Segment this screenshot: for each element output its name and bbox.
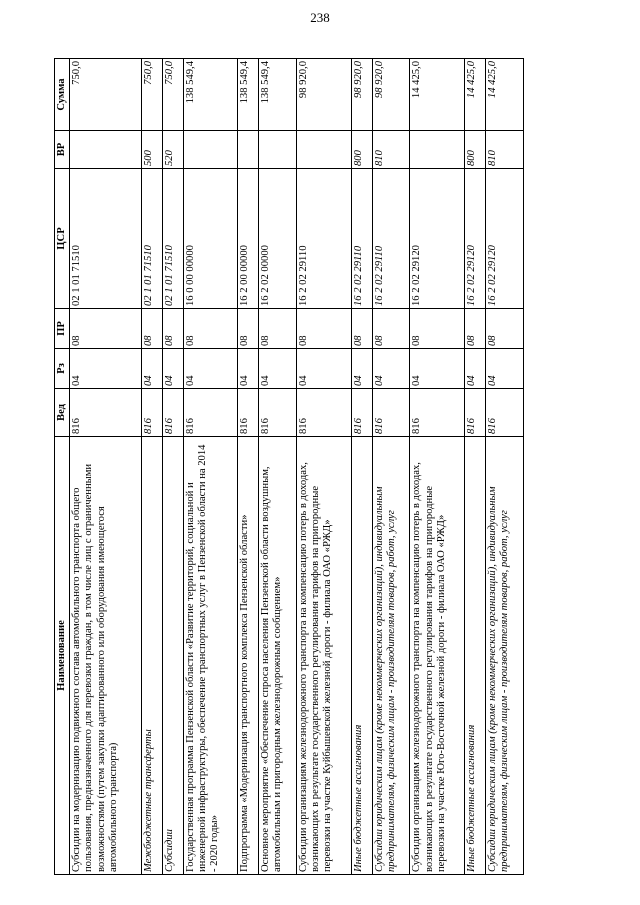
cell-pr: 08 (141, 309, 162, 349)
cell-rz: 04 (141, 349, 162, 389)
header-vedomstvo: Вед (55, 389, 70, 437)
cell-name: Государственная программа Пензенской области «Развитие территорий, социальной и инженерной инфраструктуры, обеспечение транспортных услуг в Пензенской области на 2014 - 2020 годы» (183, 437, 238, 875)
cell-pr: 08 (70, 309, 141, 349)
cell-name: Иные бюджетные ассигнования (465, 437, 486, 875)
cell-pr: 08 (465, 309, 486, 349)
cell-vr (259, 131, 297, 169)
cell-vr: 810 (486, 131, 524, 169)
header-vr: ВР (55, 131, 70, 169)
cell-rz: 04 (238, 349, 259, 389)
cell-ved: 816 (162, 389, 183, 437)
cell-name: Субсидии организациям железнодорожного транспорта на компенсацию потерь в доходах, возникающих в результате государственного регулирования тарифов на пригородные перевозки на участке Куйбышевской железной дороги - филиала ОАО «РЖД» (297, 437, 352, 875)
table-row (70, 59, 141, 875)
cell-ved: 816 (410, 389, 465, 437)
cell-pr: 08 (372, 309, 410, 349)
cell-pr: 08 (297, 309, 352, 349)
cell-pr: 08 (259, 309, 297, 349)
cell-sum: 138 549,4 (259, 59, 297, 131)
cell-rz: 04 (486, 349, 524, 389)
cell-sum: 14 425,0 (486, 59, 524, 131)
cell-pr: 08 (486, 309, 524, 349)
table-row (410, 59, 465, 875)
cell-sum: 98 920,0 (372, 59, 410, 131)
cell-rz: 04 (259, 349, 297, 389)
cell-vr (183, 131, 238, 169)
cell-vr (410, 131, 465, 169)
cell-name: Субсидии организациям железнодорожного транспорта на компенсацию потерь в доходах, возникающих в результате государственного регулирования тарифов на пригородные перевозки на участке Юго-Восточной железной дороги - филиала ОАО «РЖД» (410, 437, 465, 875)
table-row (259, 59, 297, 875)
table-row (486, 59, 524, 875)
cell-csr: 02 1 01 71510 (70, 169, 141, 309)
cell-vr (70, 131, 141, 169)
cell-rz: 04 (351, 349, 372, 389)
budget-table (54, 58, 524, 875)
table-row (141, 59, 162, 875)
cell-csr: 02 1 01 71510 (141, 169, 162, 309)
cell-name: Межбюджетные трансферты (141, 437, 162, 875)
header-csr: ЦСР (55, 169, 70, 309)
cell-csr: 16 2 02 29120 (486, 169, 524, 309)
cell-pr: 08 (183, 309, 238, 349)
cell-csr: 16 2 00 00000 (238, 169, 259, 309)
rotated-table-container (54, 59, 524, 875)
cell-name: Подпрограмма «Модернизация транспортного комплекса Пензенской области» (238, 437, 259, 875)
cell-vr: 810 (372, 131, 410, 169)
cell-ved: 816 (465, 389, 486, 437)
header-razdel: Рз (55, 349, 70, 389)
cell-sum: 138 549,4 (183, 59, 238, 131)
cell-vr (238, 131, 259, 169)
cell-ved: 816 (259, 389, 297, 437)
table-row (297, 59, 352, 875)
cell-ved: 816 (486, 389, 524, 437)
table-row (465, 59, 486, 875)
header-summa: Сумма (55, 59, 70, 131)
cell-name: Иные бюджетные ассигнования (351, 437, 372, 875)
cell-csr: 16 2 02 29110 (372, 169, 410, 309)
cell-pr: 08 (410, 309, 465, 349)
cell-vr: 800 (465, 131, 486, 169)
cell-ved: 816 (297, 389, 352, 437)
table-row (372, 59, 410, 875)
cell-ved: 816 (183, 389, 238, 437)
cell-csr: 16 2 02 29120 (410, 169, 465, 309)
cell-vr: 800 (351, 131, 372, 169)
cell-pr: 08 (351, 309, 372, 349)
cell-name: Субсидии (162, 437, 183, 875)
cell-csr: 16 2 02 00000 (259, 169, 297, 309)
cell-sum: 750,0 (70, 59, 141, 131)
cell-sum: 138 549,4 (238, 59, 259, 131)
table-row (162, 59, 183, 875)
cell-csr: 16 2 02 29110 (297, 169, 352, 309)
table-row (183, 59, 238, 875)
cell-sum: 14 425,0 (465, 59, 486, 131)
cell-rz: 04 (183, 349, 238, 389)
cell-name: Субсидии на модернизацию подвижного состава автомобильного транспорта общего пользования, предназначенного для перевозки граждан, в том числе лиц с ограниченными возможностями (путем закупки адаптированного или оборудования имеющегося автомобильного транспорта) (70, 437, 141, 875)
page-number: 238 (310, 10, 330, 25)
header-name: Наименование (55, 437, 70, 875)
cell-rz: 04 (465, 349, 486, 389)
cell-rz: 04 (410, 349, 465, 389)
table-row (238, 59, 259, 875)
cell-sum: 750,0 (162, 59, 183, 131)
cell-csr: 16 0 00 00000 (183, 169, 238, 309)
table-row (351, 59, 372, 875)
cell-pr: 08 (238, 309, 259, 349)
cell-ved: 816 (238, 389, 259, 437)
cell-ved: 816 (70, 389, 141, 437)
cell-rz: 04 (162, 349, 183, 389)
cell-csr: 02 1 01 71510 (162, 169, 183, 309)
cell-vr: 520 (162, 131, 183, 169)
cell-vr: 500 (141, 131, 162, 169)
cell-rz: 04 (372, 349, 410, 389)
table-header-row (55, 59, 70, 875)
header-podrazdel: ПР (55, 309, 70, 349)
cell-ved: 816 (351, 389, 372, 437)
cell-sum: 14 425,0 (410, 59, 465, 131)
cell-sum: 98 920,0 (351, 59, 372, 131)
cell-sum: 750,0 (141, 59, 162, 131)
cell-rz: 04 (70, 349, 141, 389)
cell-vr (297, 131, 352, 169)
cell-sum: 98 920,0 (297, 59, 352, 131)
cell-csr: 16 2 02 29120 (465, 169, 486, 309)
cell-csr: 16 2 02 29110 (351, 169, 372, 309)
cell-name: Основное мероприятие «Обеспечение спроса населения Пензенской области воздушным, автомобильным и пригородным железнодорожным сообщением» (259, 437, 297, 875)
cell-name: Субсидии юридическим лицам (кроме некоммерческих организаций), индивидуальным предпринимателям, физическим лицам - производителям товаров, работ, услуг (486, 437, 524, 875)
cell-name: Субсидии юридическим лицам (кроме некоммерческих организаций), индивидуальным предпринимателям, физическим лицам - производителям товаров, работ, услуг (372, 437, 410, 875)
cell-rz: 04 (297, 349, 352, 389)
cell-ved: 816 (372, 389, 410, 437)
cell-ved: 816 (141, 389, 162, 437)
cell-pr: 08 (162, 309, 183, 349)
